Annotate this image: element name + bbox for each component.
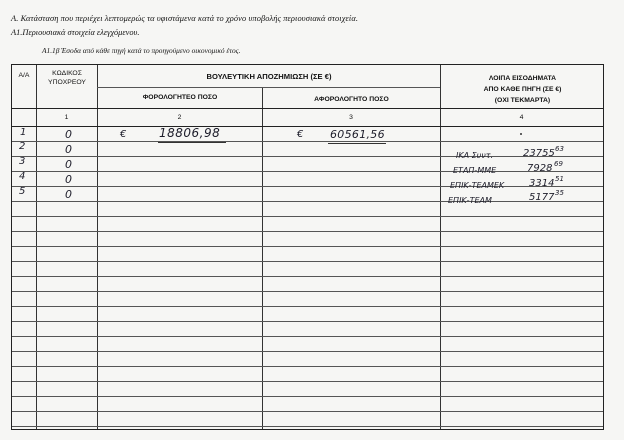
row-number: 2 [19, 141, 26, 152]
code-entry: 0 [65, 128, 72, 141]
table-row [12, 336, 603, 337]
col-header-code: ΚΩΔΙΚΟΣ ΥΠΟΧΡΕΟΥ [48, 70, 86, 87]
row-number: 5 [19, 186, 26, 197]
table-row [12, 156, 603, 157]
code-entry: 0 [65, 188, 72, 201]
table-row [12, 321, 603, 322]
amount-underline [158, 142, 226, 143]
table-row [12, 201, 603, 202]
header-divider [12, 126, 603, 127]
income-cents: 63 [555, 145, 564, 153]
code-entry: 0 [65, 158, 72, 171]
amount-underline [328, 143, 386, 144]
table-row [12, 231, 603, 232]
table-row [12, 291, 603, 292]
income-cents: 51 [555, 175, 564, 183]
header-divider [12, 108, 603, 109]
table-row [12, 216, 603, 217]
col-header-aa: Α/Α [18, 72, 30, 79]
col-header-taxable: ΦΟΡΟΛΟΓΗΤΕΟ ΠΟΣΟ [142, 94, 218, 101]
table-row [12, 426, 603, 427]
income-amount: 3314 [529, 178, 555, 189]
table-row [12, 396, 603, 397]
income-source: ΕΠΙΚ-ΤΕΑΜ [448, 196, 492, 205]
col-header-other-2: ΑΠΟ ΚΑΘΕ ΠΗΓΗ (ΣΕ €) [483, 86, 562, 93]
col-number-4: 4 [519, 114, 524, 121]
table-row [12, 351, 603, 352]
code-entry: 0 [65, 173, 72, 186]
col-header-other-1: ΛΟΙΠΑ ΕΙΣΟΔΗΜΑΤΑ [488, 75, 557, 82]
code-entry: 0 [65, 143, 72, 156]
col-header-other-3: (ΟΧΙ ΤΕΚΜΑΡΤΑ) [494, 97, 551, 104]
income-source: ΕΤΑΠ-ΜΜΕ [453, 166, 497, 175]
row-number: 1 [20, 127, 27, 138]
table-row [12, 141, 603, 142]
col-divider [262, 87, 263, 429]
row-number: 4 [19, 171, 26, 182]
table-row [12, 366, 603, 367]
table-row [12, 186, 603, 187]
income-cents: 69 [554, 160, 563, 168]
nontaxable-amount: 60561,56 [330, 128, 385, 141]
income-amount: 7928 [527, 163, 553, 174]
table-row [12, 261, 603, 262]
currency-symbol: € [120, 129, 127, 140]
section-heading-a11b: Α1.1β Έσοδα από κάθε πηγή κατά το προηγούμενο οικονομικό έτος. [42, 46, 241, 55]
currency-symbol: € [297, 129, 304, 140]
section-heading-a1: Α1.Περιουσιακά στοιχεία ελεγχόμενου. [11, 28, 140, 37]
header-divider [97, 87, 440, 88]
col-number-1: 1 [64, 114, 69, 121]
taxable-amount: 18806,98 [159, 126, 221, 140]
income-source: ΕΠΙΚ-ΤΕΑΜΕΚ [450, 181, 505, 190]
table-row [12, 381, 603, 382]
section-heading-a: Α. Κατάσταση που περιέχει λεπτομερώς τα υφιστάμενα κατά το χρόνο υποβολής περιουσιακά στοιχεία. [11, 14, 359, 23]
income-source: ΙΚΑ Συντ. [456, 151, 494, 160]
table-row [12, 246, 603, 247]
col-header-nontaxable: ΑΦΟΡΟΛΟΓΗΤΟ ΠΟΣΟ [314, 96, 389, 103]
pen-mark [520, 133, 522, 135]
col-number-3: 3 [349, 114, 353, 121]
income-amount: 5177 [529, 192, 555, 203]
income-amount: 23755 [523, 148, 555, 159]
col-header-compensation: ΒΟΥΛΕΥΤΙΚΗ ΑΠΟΖΗΜΙΩΣΗ (ΣΕ €) [206, 72, 332, 81]
table-row [12, 276, 603, 277]
table-row [12, 411, 603, 412]
income-table [11, 64, 604, 430]
row-number: 3 [19, 156, 26, 167]
table-row [12, 306, 603, 307]
table-row [12, 171, 603, 172]
col-number-2: 2 [177, 114, 182, 121]
income-cents: 35 [555, 189, 564, 197]
